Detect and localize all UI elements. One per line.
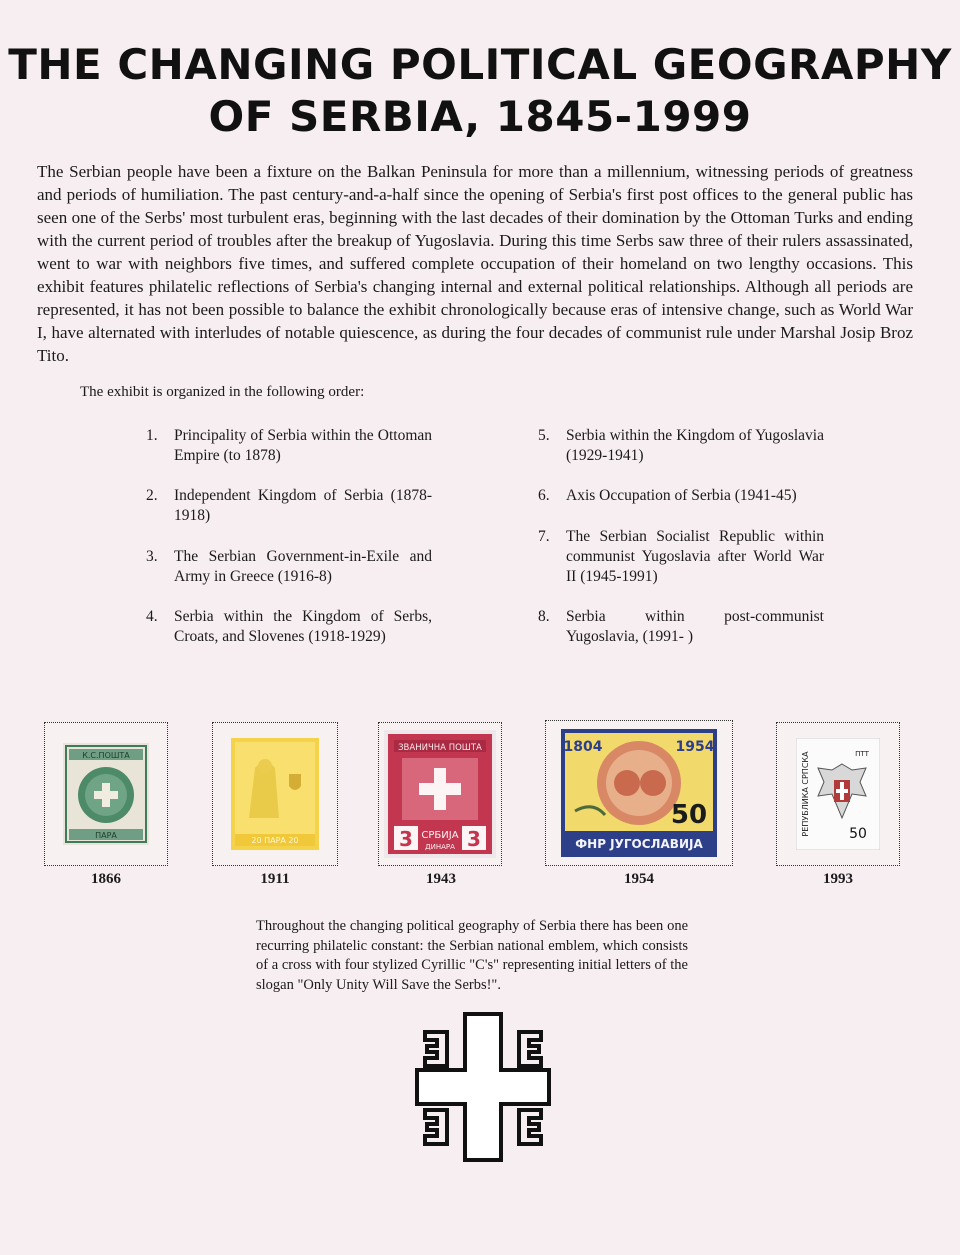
stamp-1954-left-year: 1804 xyxy=(563,739,603,755)
order-item-text: Serbia within post-communist Yugoslavia, (1991- ) xyxy=(566,608,824,645)
stamp-1993-top-text: ПТТ xyxy=(855,750,869,758)
stamp-1954-right-year: 1954 xyxy=(675,739,715,755)
page-title-line-2: OF SERBIA, 1845-1999 xyxy=(208,92,752,141)
order-item-5 xyxy=(538,426,824,466)
stamp-frame-1911 xyxy=(212,722,338,866)
stamp-1866-top-text: К.С.ПОШТА xyxy=(82,751,130,760)
stamp-year-1993: 1993 xyxy=(823,871,853,887)
stamp-1993-value: 50 xyxy=(849,826,867,842)
stamp-1943 xyxy=(384,730,496,858)
order-item-3 xyxy=(146,547,432,587)
stamp-1943-top-text: ЗВАНИЧНА ПОШТА xyxy=(398,743,482,753)
stamp-1943-unit: ДИНАРА xyxy=(425,843,455,851)
order-label: The exhibit is organized in the following order: xyxy=(80,384,365,400)
order-item-6 xyxy=(538,486,824,506)
stamp-frame-1866 xyxy=(44,722,168,866)
order-item-number: 6. xyxy=(538,487,550,504)
stamp-1943-value-right: 3 xyxy=(467,827,481,851)
serbian-cross-emblem-icon xyxy=(413,1010,553,1170)
stamp-1943-country: СРБИЈА xyxy=(421,830,459,841)
order-item-7 xyxy=(538,527,824,587)
stamp-1943-value-left: 3 xyxy=(399,827,413,851)
page-title-line-1: THE CHANGING POLITICAL GEOGRAPHY xyxy=(8,40,952,89)
stamp-year-1911: 1911 xyxy=(260,871,290,887)
order-item-text: Serbia within the Kingdom of Yugoslavia (1929-1941) xyxy=(566,427,824,464)
order-item-number: 2. xyxy=(146,487,158,504)
order-item-number: 7. xyxy=(538,528,550,545)
stamp-1866-bottom-text: ПАРА xyxy=(95,831,117,840)
stamp-1911 xyxy=(231,738,319,850)
stamp-1954-value: 50 xyxy=(670,800,708,830)
order-item-text: Principality of Serbia within the Ottoman Empire (to 1878) xyxy=(174,427,432,464)
order-item-1 xyxy=(146,426,432,466)
stamp-frame-1993 xyxy=(776,722,900,866)
intro-paragraph: The Serbian people have been a fixture on the Balkan Peninsula for more than a millennium, witnessing periods of greatness and periods of humiliation. The past century-and-a-half since the opening of Serbia's first post offices to the general public has seen one of the Serbs' most turbulent eras, beginning with the last decades of their domination by the Ottoman Turks and ending with the current period of troubles after the breakup of Yugoslavia. During this time Serbs saw three of their rulers assassinated, went to war with neighbors five times, and suffered complete occupation of their homeland on two lengthy occasions. This exhibit features philatelic reflections of Serbia's changing internal and external political relationships. Although all periods are represented, it has not been possible to balance the exhibit chronologically because eras of intensive change, such as World War I, have alternated with interludes of notable quiescence, as during the four decades of communist rule under Marshal Josip Broz Tito. xyxy=(37,162,913,365)
stamp-frame-1954 xyxy=(545,720,733,866)
stamp-frame-1943 xyxy=(378,722,502,866)
order-item-number: 1. xyxy=(146,427,158,444)
order-item-number: 3. xyxy=(146,548,158,565)
stamp-1993-side-text: РЕПУБЛИКА СРПСКА xyxy=(801,751,810,837)
order-item-text: The Serbian Government-in-Exile and Army in Greece (1916-8) xyxy=(174,548,432,585)
order-item-8 xyxy=(538,607,824,647)
stamp-1911-bottom-text: 20 ПАРА 20 xyxy=(251,836,299,845)
closing-paragraph: Throughout the changing political geography of Serbia there has been one recurring philatelic constant: the Serbian national emblem, which consists of a cross with four stylized Cyrillic "C's" representing initial letters of the slogan "Only Unity Will Save the Serbs!". xyxy=(256,918,688,993)
order-item-2 xyxy=(146,486,432,526)
order-item-text: Axis Occupation of Serbia (1941-45) xyxy=(566,487,797,504)
order-item-number: 5. xyxy=(538,427,550,444)
stamp-1954 xyxy=(561,729,717,857)
order-item-number: 4. xyxy=(146,608,158,625)
stamp-year-1866: 1866 xyxy=(91,871,121,887)
order-item-text: Independent Kingdom of Serbia (1878-1918) xyxy=(174,487,432,524)
order-item-number: 8. xyxy=(538,608,550,625)
stamp-1954-country: ФНР ЈУГОСЛАВИЈА xyxy=(575,837,703,851)
order-item-text: Serbia within the Kingdom of Serbs, Croats, and Slovenes (1918-1929) xyxy=(174,608,432,645)
order-item-4 xyxy=(146,607,432,647)
stamp-1866 xyxy=(63,743,149,845)
stamp-1993 xyxy=(796,738,880,850)
stamp-year-1943: 1943 xyxy=(426,871,456,887)
order-item-text: The Serbian Socialist Republic within communist Yugoslavia after World War II (1945-1991) xyxy=(566,528,824,585)
stamp-year-1954: 1954 xyxy=(624,871,654,887)
